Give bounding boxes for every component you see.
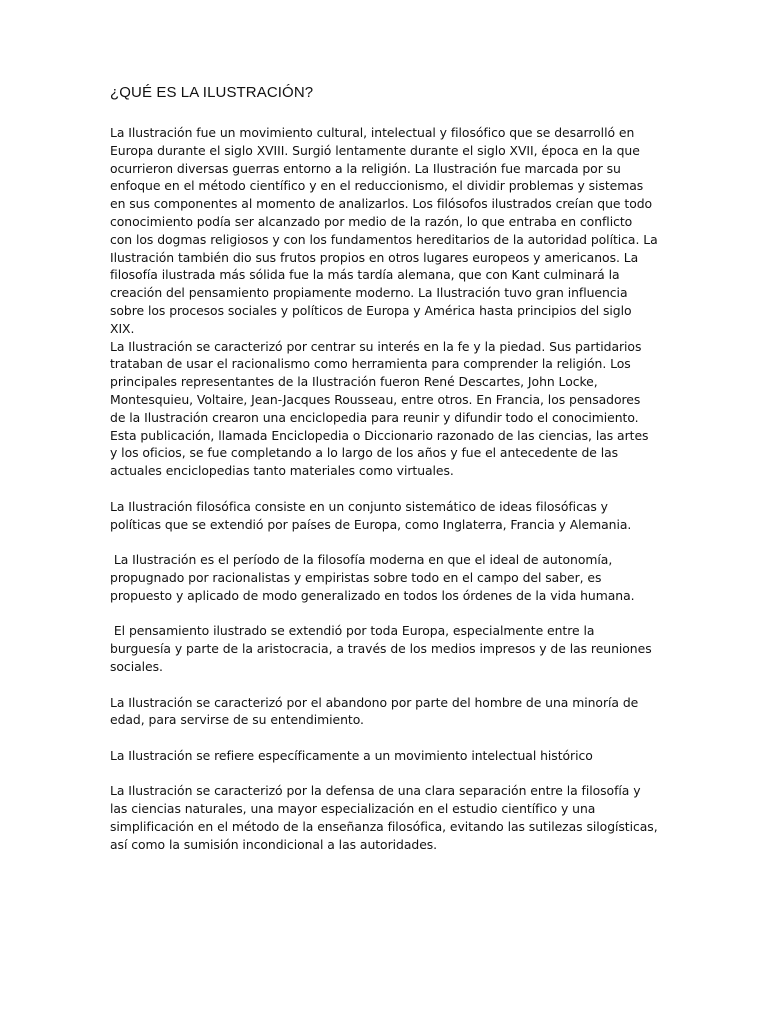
paragraph-4: La Ilustración es el período de la filosofía moderna en que el ideal de autonomía, propugnado por racionalistas y empiristas sobre todo en el campo del saber, es propuesto y aplicado de modo generalizado en todos los órdenes de la vida humana. xyxy=(110,552,635,603)
document-body xyxy=(110,124,658,854)
paragraph-7: La Ilustración se refiere específicamente a un movimiento intelectual histórico xyxy=(110,747,593,763)
document-title: ¿QUÉ ES LA ILUSTRACIÓN? xyxy=(110,84,314,101)
paragraph-8: La Ilustración se caracterizó por la defensa de una clara separación entre la filosofía y las ciencias naturales, una mayor especialización en el estudio científico y una simplificación en el método de la enseñanza filosófica, evitando las sutilezas silogísticas, así como la sumisión incondicional a las autoridades. xyxy=(110,783,658,852)
paragraph-2: La Ilustración se caracterizó por centrar su interés en la fe y la piedad. Sus partidarios trataban de usar el racionalismo como herramienta para comprender la religión. Los principales representantes de la Ilustración fueron René Descartes, John Locke, Montesquieu, Voltaire, Jean-Jacques Rousseau, entre otros. En Francia, los pensadores de la Ilustración crearon una enciclopedia para reunir y difundir todo el conocimiento. Esta publicación, llamada Enciclopedia o Diccionario razonado de las ciencias, las artes y los oficios, se fue completando a lo largo de los años y fue el antecedente de las actuales enciclopedias tanto materiales como virtuales. xyxy=(110,338,649,479)
paragraph-5: El pensamiento ilustrado se extendió por toda Europa, especialmente entre la burguesía y parte de la aristocracia, a través de los medios impresos y de las reuniones sociales. xyxy=(110,623,656,674)
paragraph-1: La Ilustración fue un movimiento cultural, intelectual y filosófico que se desarrolló en Europa durante el siglo XVIII. Surgió lentamente durante el siglo XVII, época en la que ocurrieron diversas guerras entorno a la religión. La Ilustración fue marcada por su enfoque en el método científico y en el reduccionismo, el dividir problemas y sistemas en sus componentes al momento de analizarlos. Los filósofos ilustrados creían que todo conocimiento podía ser alcanzado por medio de la razón, lo que entraba en conflicto con los dogmas religiosos y con los fundamentos hereditarios de la autoridad política. La Ilustración también dio sus frutos propios en otros lugares europeos y americanos. La filosofía ilustrada más sólida fue la más tardía alemana, que con Kant culminará la creación del pensamiento propiamente moderno. La Ilustración tuvo gran influencia sobre los procesos sociales y políticos de Europa y América hasta principios del siglo XIX. xyxy=(110,125,658,336)
paragraph-6: La Ilustración se caracterizó por el abandono por parte del hombre de una minoría de edad, para servirse de su entendimiento. xyxy=(110,694,639,728)
paragraph-3: La Ilustración filosófica consiste en un conjunto sistemático de ideas filosóficas y políticas que se extendió por países de Europa, como Inglaterra, Francia y Alemania. xyxy=(110,498,632,532)
